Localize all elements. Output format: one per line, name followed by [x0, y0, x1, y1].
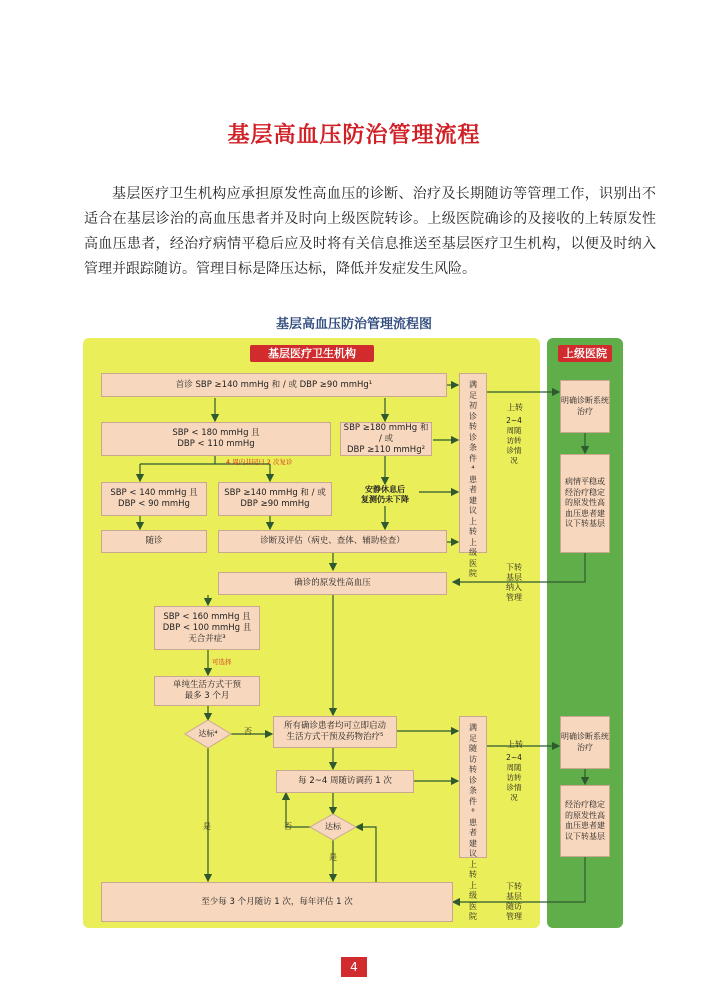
page-title: 基层高血压防治管理流程: [227, 122, 481, 148]
elevated-bp-line-2: DBP ≥90 mmHg: [240, 499, 310, 509]
high-range-line-2: DBP ≥110 mmHg²: [346, 444, 425, 455]
up-period-label-2: 2~4周随访转诊情况: [506, 753, 522, 802]
down-label-2: 下转基层随访管理: [506, 882, 522, 921]
hospital-diagnosis-box-1: 明确诊断系统治疗: [560, 380, 610, 433]
hospital-stable-box-1: 病情平稳或经治疗稳定的原发性高血压患者建议下转基层: [560, 454, 610, 553]
recheck-label: 4 周内非同日 2 次复诊: [226, 458, 293, 466]
follow-up-box: 随诊: [101, 530, 207, 553]
low-range-box: [101, 422, 331, 456]
down-label-1: 下转基层纳入管理: [506, 563, 522, 602]
followup-referral-criteria-box: 满足随访转诊条件⁶患者建议上转上级医院: [459, 716, 487, 858]
high-range-line-1: SBP ≥180 mmHg 和 / 或: [343, 422, 429, 444]
intro-paragraph: 基层医疗卫生机构应承担原发性高血压的诊断、治疗及长期随访等管理工作，识别出不适合在基层诊治的高血压患者并及时向上级医院转诊。上级医院确诊的及接收的上转原发性高血压患者，经治疗病情平稳后应及时将有关信息推送至基层医疗卫生机构，以便及时纳入管理并跟踪随访。管理目标是降压达标，降低并发症发生风险。: [84, 186, 656, 277]
elevated-bp-line-1: SBP ≥140 mmHg 和 / 或: [224, 488, 326, 498]
start-treatment-line-2: 生活方式干预及药物治疗⁵: [286, 732, 384, 742]
elevated-bp-box: [218, 482, 332, 516]
yes-label-1: 是: [203, 822, 211, 831]
lifestyle-box: [154, 676, 260, 706]
rest-recheck-line-2: 复测仍未下降: [361, 495, 409, 504]
mild-line-1: SBP < 160 mmHg 且: [163, 611, 251, 622]
low-range-line-1: SBP < 180 mmHg 且: [172, 428, 260, 438]
high-range-box: [340, 422, 432, 456]
lifestyle-line-1: 单纯生活方式干预: [172, 680, 241, 690]
normal-bp-line-1: SBP < 140 mmHg 且: [110, 488, 198, 498]
rest-recheck-label: [348, 485, 422, 505]
long-term-followup-box: 至少每 3 个月随访 1 次，每年评估 1 次: [101, 882, 453, 922]
mild-line-3: 无合并症³: [188, 633, 226, 644]
lifestyle-line-2: 最多 3 个月: [184, 691, 230, 701]
mild-line-2: DBP < 100 mmHg 且: [162, 622, 252, 633]
no-label-1: 否: [244, 727, 252, 736]
up-label-1: 上转: [507, 403, 523, 412]
diagnosis-eval-box: 诊断及评估（病史、查体、辅助检查）: [218, 530, 447, 553]
start-treatment-line-1: 所有确诊患者均可立即启动: [283, 721, 386, 731]
optional-label: 可选择: [212, 658, 232, 666]
low-range-line-2: DBP < 110 mmHg: [177, 439, 255, 449]
start-treatment-box: [273, 716, 397, 748]
hospital-diagnosis-box-2: 明确诊断系统治疗: [560, 716, 610, 769]
adjust-medication-box: 每 2~4 周随访调药 1 次: [276, 770, 414, 793]
primary-care-header: 基层医疗卫生机构: [250, 345, 374, 362]
yes-label-2: 是: [329, 853, 337, 862]
rest-recheck-line-1: 安静休息后: [365, 485, 405, 494]
normal-bp-box: [101, 482, 207, 516]
up-period-label-1: 2~4周随访转诊情况: [506, 416, 522, 465]
first-visit-box: 首诊 SBP ≥140 mmHg 和 / 或 DBP ≥90 mmHg¹: [101, 373, 447, 397]
mild-hypertension-box: [154, 606, 260, 650]
target-label-1: 达标⁴: [198, 729, 218, 738]
initial-referral-criteria-box: 满足初诊转诊条件⁴患者建议上转上级医院: [459, 373, 487, 553]
up-label-2: 上转: [507, 740, 523, 749]
no-label-2: 否: [284, 822, 292, 831]
hospital-stable-box-2: 经治疗稳定的原发性高血压患者建议下转基层: [560, 785, 610, 857]
hospital-header: 上级医院: [558, 345, 612, 362]
target-label-2: 达标: [325, 822, 341, 831]
normal-bp-line-2: DBP < 90 mmHg: [118, 499, 190, 509]
page-number: 4: [341, 957, 367, 977]
figure-title: 基层高血压防治管理流程图: [275, 317, 432, 332]
confirmed-box: 确诊的原发性高血压: [218, 572, 447, 595]
